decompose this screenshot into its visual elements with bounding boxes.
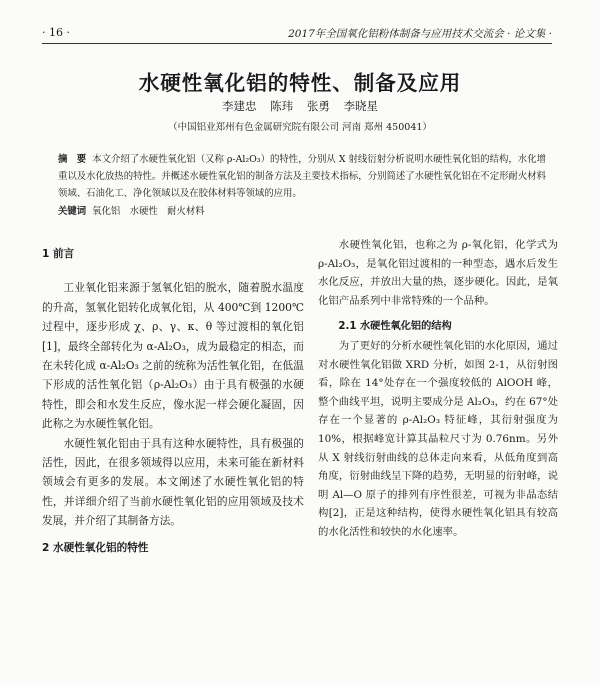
subsection-heading-structure: 2.1 水硬性氧化铝的结构 bbox=[338, 321, 452, 333]
abstract-label: 摘 要 bbox=[58, 154, 87, 165]
abstract-text: 本文介绍了水硬性氧化铝（又称 ρ-Al₂O₃）的特性，分别从 X 射线衍射分析说明水硬性氧化铝的结构，水化增重以及水化放热的特性。并概述水硬性氧化铝的制备方法及主要技术指标，分别简述了水硬性氧化铝在不定形耐火材料领域、石油化工、净化领域以及在胶体材料等领域的应用。 bbox=[58, 154, 546, 199]
abstract bbox=[58, 151, 546, 202]
keywords-text: 氧化铝 水硬性 耐火材料 bbox=[92, 206, 205, 217]
paragraph: 水硬性氧化铝，也称之为 ρ-氧化铝，化学式为 ρ-Al₂O₃，是氧化铝过渡相的一种型态，遇水后发生水化反应，并放出大量的热，逐步硬化。因此，是氧化铝产品系列中非常特殊的一个品种。 bbox=[318, 239, 558, 307]
affiliation: （中国铝业郑州有色金属研究院有限公司 河南 郑州 450041） bbox=[168, 122, 432, 133]
paragraph: 工业氧化铝来源于氢氧化铝的脱水，随着脱水温度的升高，氢氧化铝转化成氧化铝，从 400℃到 1200℃过程中，逐步形成 χ、ρ、γ、κ、θ 等过渡相的氧化铝[1]，最终全部转化为 α-Al₂O₃，成为最稳定的相态，而在未转化成 α-Al₂O₃ 之前的统称为活性氧化铝，在低温下形成的活性氧化铝（ρ-Al₂O₃）由于具有极强的水硬特性，即会和水发生反应，像水泥一样会硬化凝固，因此称之为水硬性氧化铝。 bbox=[42, 281, 304, 431]
left-column bbox=[42, 245, 304, 558]
keywords bbox=[58, 203, 546, 217]
authors: 李建忠 陈玮 张勇 李晓星 bbox=[222, 99, 378, 113]
running-head bbox=[42, 26, 552, 42]
paper-title: 水硬性氧化铝的特性、制备及应用 bbox=[138, 71, 462, 95]
right-column bbox=[318, 236, 558, 542]
paragraph: 为了更好的分析水硬性氧化铝的水化原因，通过对水硬性氧化铝做 XRD 分析，如图 2-1，从衍射图看，除在 14°处存在一个强度较低的 AlOOH 峰，整个曲线平坦，说明主要成分是 Al₂O₃，约在 67°处存在一个显著的 ρ-Al₂O₃ 特征峰，其衍射强度为 10%，根据峰宽计算其晶粒尺寸为 0.76nm。另外从 X 射线衍射曲线的总体走向来看，从低角度到高角度，衍射曲线呈下降的趋势，无明显的衍射峰，说明 Al—O 原子的排列有序性很差，可视为非晶态结构[2]，正是这种结构，使得水硬性氧化铝具有较高的水化活性和较快的水化速率。 bbox=[318, 339, 558, 538]
section-heading-properties: 2 水硬性氧化铝的特性 bbox=[42, 541, 149, 554]
section-heading-intro: 1 前言 bbox=[42, 248, 75, 260]
journal-title: 2017年全国氧化铝粉体制备与应用技术交流会 · 论文集 · bbox=[288, 28, 552, 40]
header-rule bbox=[42, 43, 552, 44]
page-number: · 16 · bbox=[42, 26, 70, 39]
paragraph: 水硬性氧化铝由于具有这种水硬特性，具有极强的活性，因此，在很多领域得以应用，未来可能在新材料领域会有更多的发展。本文阐述了水硬性氧化铝的特性，并详细介绍了当前水硬性氧化铝的应用领域及技术发展，并介绍了其制备方法。 bbox=[42, 436, 304, 528]
keywords-label: 关键词 bbox=[58, 206, 87, 217]
